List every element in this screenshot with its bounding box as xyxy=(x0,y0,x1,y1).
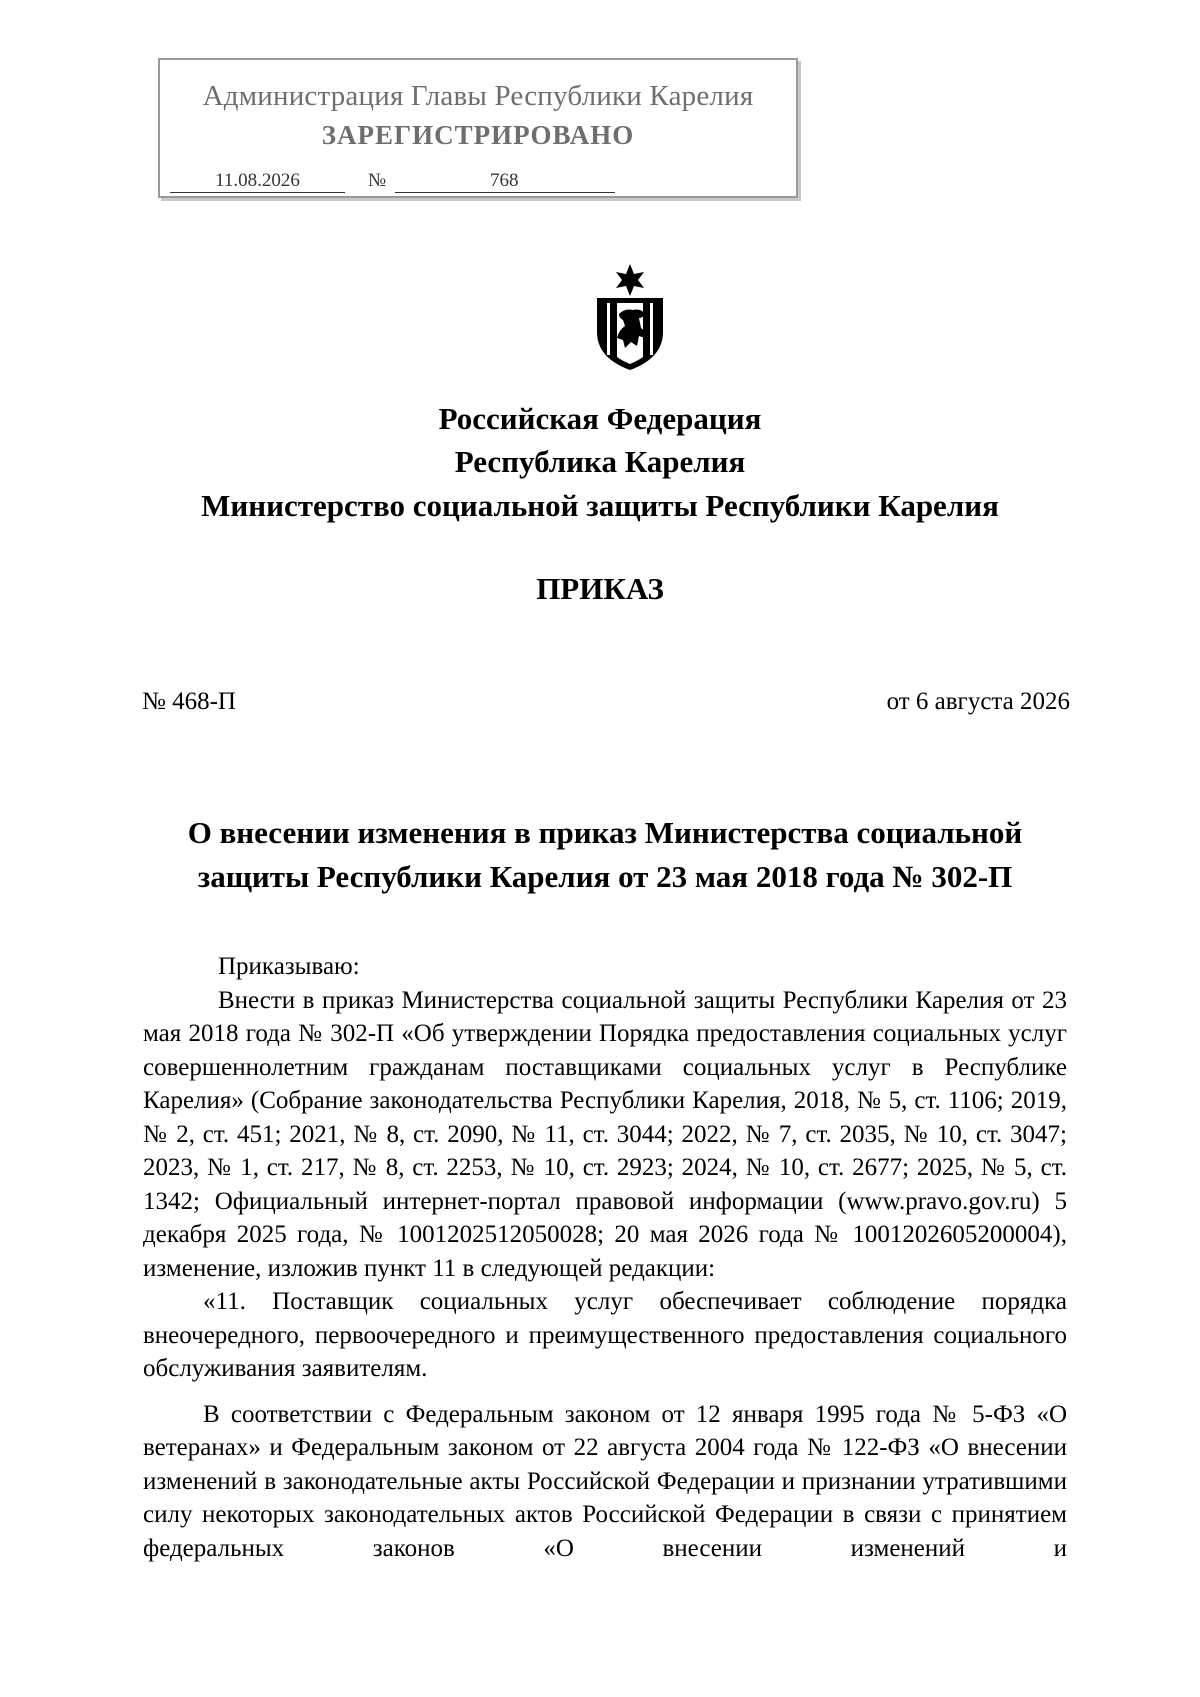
stamp-number-label: № xyxy=(368,170,387,191)
header-republic: Республика Карелия xyxy=(454,444,746,479)
stamp-number: 768 xyxy=(395,170,615,193)
document-body xyxy=(143,950,1067,1565)
order-number: № 468-П xyxy=(142,688,236,715)
order-date: от 6 августа 2026 xyxy=(886,688,1070,715)
clause-11-paragraph: «11. Поставщик социальных услуг обеспечивает соблюдение порядка внеочередного, первоочередного и преимущественного предоставления социального обслуживания заявителям. xyxy=(143,1288,1067,1382)
order-word: Приказываю: xyxy=(218,953,360,980)
stamp-date: 11.08.2026 xyxy=(170,170,345,193)
stamp-status: ЗАРЕГИСТРИРОВАНО xyxy=(321,120,635,150)
continuation-paragraph: В соответствии с Федеральным законом от 12 января 1995 года № 5-ФЗ «О ветеранах» и Федеральным законом от 22 августа 2004 года № 122-ФЗ «О внесении изменений в законодательные акты Российской Федерации и признании утратившими силу некоторых законодательных актов Российской Федерации в связи с принятием федеральных законов «О внесении изменений и xyxy=(143,1400,1067,1562)
amendment-paragraph: Внести в приказ Министерства социальной защиты Республики Карелия от 23 мая 2018 года № 302-П «Об утверждении Порядка предоставления социальных услуг совершеннолетним гражданам поставщиками социальных услуг в Республике Карелия» (Собрание законодательства Республики Карелия, 2018, № 5, ст. 1106; 2019, № 2, ст. 451; 2021, № 8, ст. 2090, № 11, ст. 3044; 2022, № 7, ст. 2035, № 10, ст. 3047; 2023, № 1, ст. 217, № 8, ст. 2253, № 10, ст. 2923; 2024, № 10, ст. 2677; 2025, № 5, ст. 1342; Официальный интернет-портал правовой информации (www.pravo.gov.ru) 5 декабря 2025 года, № 1001202512050028; 20 мая 2026 года № 1001202605200004), изменение, изложив пункт 11 в следующей редакции: xyxy=(143,986,1067,1282)
document-type: ПРИКАЗ xyxy=(536,571,664,606)
document-subject: О внесении изменения в приказ Министерства социальной защиты Республики Карелия от 23 мая 2018 года № 302-П xyxy=(187,815,1023,894)
registration-stamp xyxy=(158,58,798,198)
stamp-organization: Администрация Главы Республики Карелия xyxy=(202,80,754,112)
coat-of-arms-karelia-icon xyxy=(585,262,675,372)
header-country: Российская Федерация xyxy=(438,401,762,436)
header-ministry: Министерство социальной защиты Республики Карелия xyxy=(201,488,999,523)
